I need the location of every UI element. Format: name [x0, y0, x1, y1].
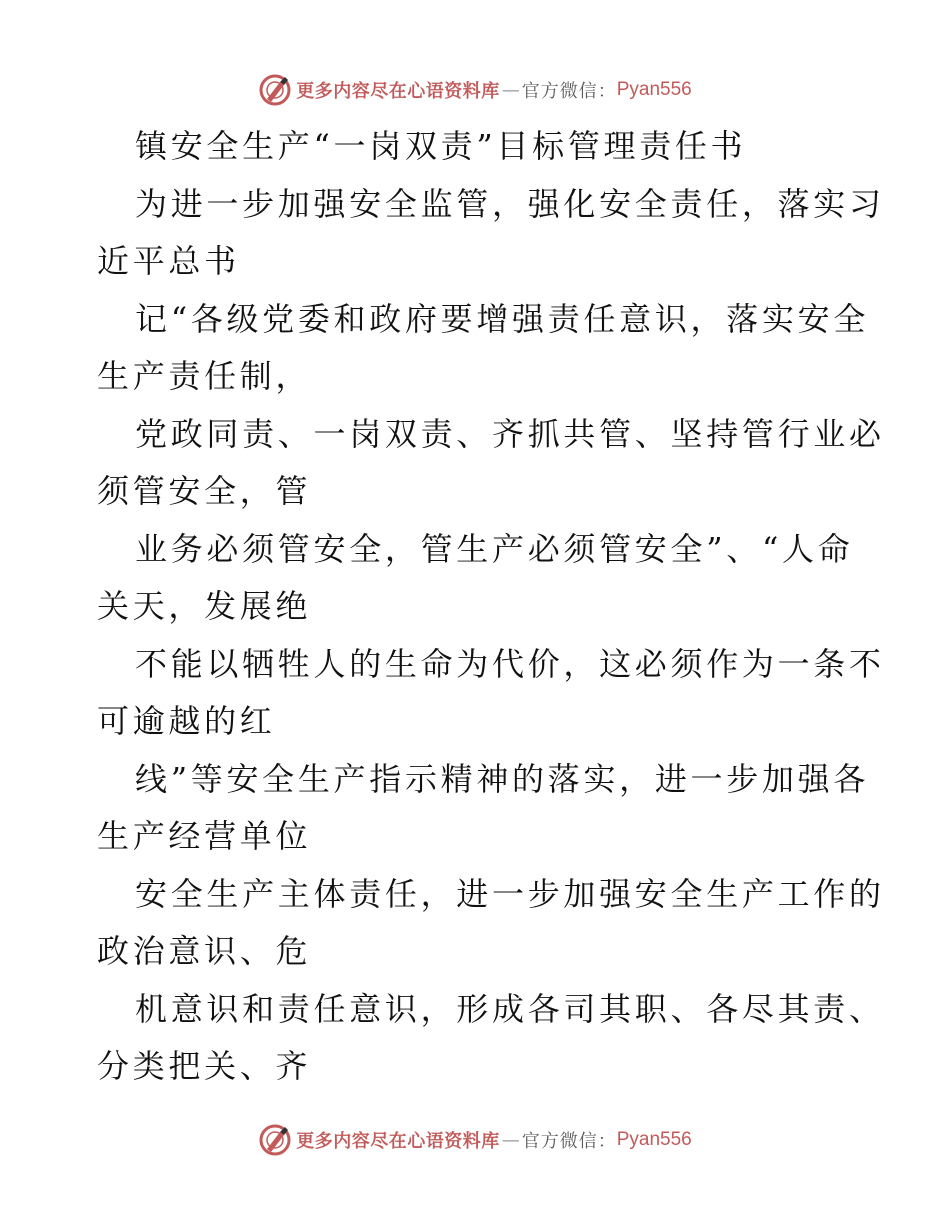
paragraph-line: 安全生产主体责任，进一步加强安全生产工作的 — [135, 874, 885, 913]
banner-dash: — — [501, 79, 520, 101]
paragraph-line: 生产经营单位 — [97, 817, 312, 855]
paragraph-line: 生产责任制， — [97, 357, 312, 395]
banner-site-name: 更多内容尽在心语资料库 — [296, 81, 500, 102]
paragraph-line: 记“各级党委和政府要增强责任意识，落实安全 — [135, 299, 870, 338]
paragraph-line: 不能以牺牲人的生命为代价，这必须作为一条不 — [135, 644, 885, 683]
paragraph-line: 须管安全，管 — [97, 472, 312, 510]
header-banner — [0, 70, 950, 110]
paragraph-line: 线”等安全生产指示精神的落实，进一步加强各 — [135, 759, 870, 798]
paragraph-line: 党政同责、一岗双责、齐抓共管、坚持管行业必 — [135, 414, 885, 453]
banner-wechat-label: 官方微信： — [521, 81, 617, 102]
banner-wechat-handle: Pyan556 — [616, 1129, 692, 1150]
document-title: 镇安全生产“一岗双责”目标管理责任书 — [135, 127, 747, 165]
paragraph-line: 业务必须管安全，管生产必须管安全”、“人命 — [135, 529, 854, 568]
banner-dash: — — [501, 1129, 520, 1151]
paragraph-line: 可逾越的红 — [97, 702, 276, 740]
paragraph-line: 近平总书 — [97, 242, 240, 280]
pen-nib-circle-icon — [258, 1123, 292, 1157]
banner-site-name: 更多内容尽在心语资料库 — [296, 1131, 500, 1152]
paragraph-line: 政治意识、危 — [97, 932, 312, 970]
paragraph-line: 机意识和责任意识，形成各司其职、各尽其责、 — [135, 989, 885, 1028]
paragraph-line: 关天，发展绝 — [97, 587, 312, 625]
pen-nib-circle-icon — [258, 73, 292, 107]
footer-banner — [0, 1120, 950, 1160]
banner-wechat-handle: Pyan556 — [616, 79, 692, 100]
banner-wechat-label: 官方微信： — [521, 1131, 617, 1152]
document-body — [97, 118, 885, 1096]
paragraph-line: 分类把关、齐 — [97, 1047, 312, 1085]
paragraph-line: 为进一步加强安全监管，强化安全责任，落实习 — [135, 184, 885, 223]
